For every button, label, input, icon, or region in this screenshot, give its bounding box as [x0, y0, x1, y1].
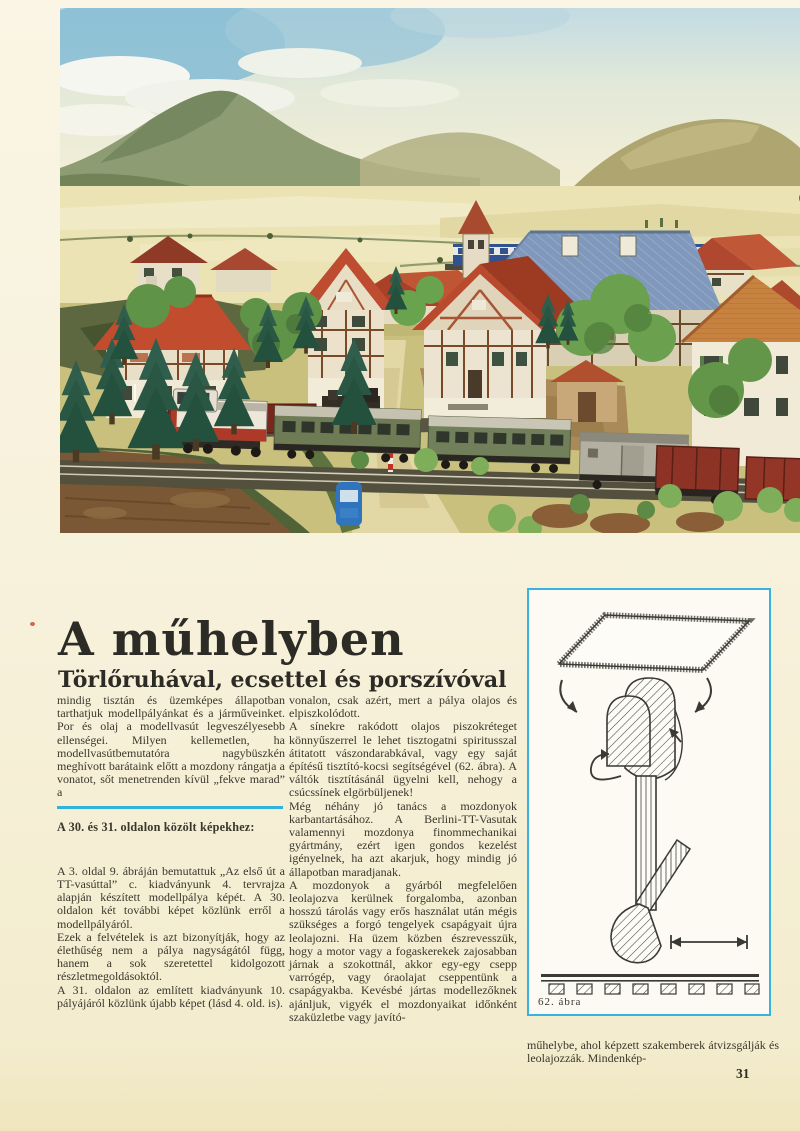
text-column-left	[57, 694, 285, 1010]
paragraph: Még néhány jó tanács a mozdonyok karbantartásához. A Berlini-TT-Vasutak valamennyi mozdonya finommechanikai gyártmány, ezért igen gondos kezelést igényelnek, ha azt akarjuk, hogy mindig jó állapotban maradjanak.	[289, 798, 517, 879]
model-railway-photo-illustration	[60, 8, 800, 533]
paragraph: A mozdonyok a gyárból megfelelően leolajozva kerülnek forgalomba, azonban hosszú tárolás vagy erős használat után mégis szükséges a forgó tengelyek csapágyait újra leolajozni. Ha üzem közben észrevesszük, hogy a motor vagy a fogaskerekek zajosabban járnak a szokottnál, akkor egy-egy csepp varrógép, vagy óraolajat cseppentünk a csapágyakba. Kevésbé jártas modellezőknek ajánljuk, vigyék el mozdonyaikat időnként szaküzletbe vagy javító-	[289, 877, 517, 1024]
text-column-right-continuation: műhelybe, ahol képzett szakemberek átvizsgálják és leolajozzák. Mindenkép-	[527, 1038, 779, 1066]
paragraph: A sínekre rakódott olajos piszokréteget könnyűszerrel le lehet tisztogatni spiritusszal átitatott vászondarabkával, vagy egy saját építésű tisztító-kocsi segítségével (62. ábra). A váltók tisztításánál ügyelni kell, nehogy a csúcssínek elgörbüljenek!	[289, 719, 517, 800]
paragraph: Ezek a felvételek is azt bizonyítják, hogy az élethűség nem a pálya nagyságától függ, hanem a sok szeretettel kidolgozott részletmegoldásoktól.	[57, 929, 285, 984]
figure-caption: 62. ábra	[538, 996, 582, 1008]
paragraph: A 31. oldalon az említett kiadványunk 10. pályájáról közlünk újabb képet (lásd 4. old. is).	[57, 982, 285, 1010]
figure-62-box	[527, 588, 771, 1016]
model-railway-photo	[60, 8, 800, 533]
text-column-middle	[289, 694, 517, 1024]
article-subtitle: Törlőruhával, ecsettel és porszívóval	[58, 667, 507, 694]
page-number: 31	[736, 1066, 750, 1081]
section-heading: A 30. és 31. oldalon közölt képekhez:	[57, 819, 255, 834]
print-registration-mark	[30, 622, 35, 626]
blue-divider-rule	[57, 806, 283, 809]
paragraph: vonalon, csak azért, mert a pálya olajos és elpiszkolódott.	[289, 693, 517, 721]
paragraph: mindig tisztán és üzemképes állapotban tarthatjuk modellpályánkat és a járműveinket. Por és olaj a modellvasút legveszélyesebb ellenségei. Milyen kellemetlen, ha modellvasútbemutatóra nagybüszkén meghívott barátaink előtt a mozdony rángatja a vonatot, sőt menetrenden kívül „fekve marad” a	[57, 693, 285, 800]
page-title: A műhelyben	[58, 611, 405, 666]
paragraph: A 3. oldal 9. ábráján bemutattuk „Az első út a TT-vasúttal” c. kiadványunk 4. tervrajza alapján készített modellpálya képét. A 30. oldalon két további képet közlünk erről a modellpályáról.	[57, 863, 285, 931]
cleaning-tool-diagram	[529, 590, 769, 1014]
